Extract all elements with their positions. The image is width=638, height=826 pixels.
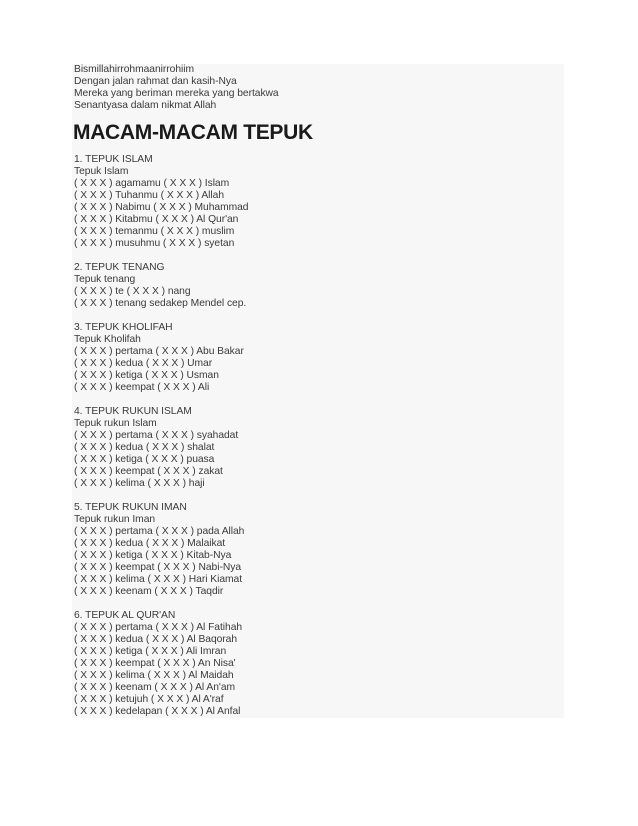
verse-line: ( X X X ) ketujuh ( X X X ) Al A'raf <box>74 694 224 705</box>
intro-line: Dengan jalan rahmat dan kasih-Nya <box>74 76 237 87</box>
verse-line: ( X X X ) pertama ( X X X ) Al Fatihah <box>74 622 243 633</box>
verse-line: ( X X X ) kelima ( X X X ) Hari Kiamat <box>74 574 243 585</box>
intro-line: Mereka yang beriman mereka yang bertakwa <box>74 88 279 99</box>
verse-line: ( X X X ) pertama ( X X X ) Abu Bakar <box>74 346 244 357</box>
verse-line: Tepuk Islam <box>74 166 129 177</box>
verse-line: ( X X X ) te ( X X X ) nang <box>74 286 191 297</box>
verse-line: Tepuk rukun Islam <box>74 418 157 429</box>
section-heading: 6. TEPUK AL QUR'AN <box>74 610 176 621</box>
section-tepuk-rukun-islam <box>72 406 564 490</box>
verse-line: ( X X X ) kelima ( X X X ) haji <box>74 478 205 489</box>
verse-line: ( X X X ) ketiga ( X X X ) Ali Imran <box>74 646 227 657</box>
section-tepuk-islam <box>72 154 564 250</box>
intro-line: Bismillahirrohmaanirrohiim <box>74 64 195 75</box>
verse-line: ( X X X ) Kitabmu ( X X X ) Al Qur'an <box>74 214 239 225</box>
verse-line: ( X X X ) tenang sedakep Mendel cep. <box>74 298 247 309</box>
document-page <box>72 64 564 718</box>
verse-line: ( X X X ) keenam ( X X X ) Taqdir <box>74 586 224 597</box>
verse-line: ( X X X ) kedua ( X X X ) Umar <box>74 358 213 369</box>
verse-line: ( X X X ) Nabimu ( X X X ) Muhammad <box>74 202 249 213</box>
verse-line: ( X X X ) ketiga ( X X X ) puasa <box>74 454 215 465</box>
verse-line: ( X X X ) keempat ( X X X ) An Nisa' <box>74 658 236 669</box>
page-title: MACAM-MACAM TEPUK <box>73 121 313 144</box>
section-tepuk-tenang <box>72 262 564 310</box>
verse-line: Tepuk rukun Iman <box>74 514 156 525</box>
verse-line: Tepuk Kholifah <box>74 334 141 345</box>
section-heading: 4. TEPUK RUKUN ISLAM <box>74 406 192 417</box>
verse-line: ( X X X ) keenam ( X X X ) Al An'am <box>74 682 236 693</box>
verse-line: ( X X X ) Tuhanmu ( X X X ) Allah <box>74 190 225 201</box>
verse-line: ( X X X ) keempat ( X X X ) Ali <box>74 382 210 393</box>
section-heading: 1. TEPUK ISLAM <box>74 154 153 165</box>
section-heading: 2. TEPUK TENANG <box>74 262 165 273</box>
verse-line: ( X X X ) kedelapan ( X X X ) Al Anfal <box>74 706 241 717</box>
verse-line: ( X X X ) ketiga ( X X X ) Kitab-Nya <box>74 550 232 561</box>
verse-line: ( X X X ) kedua ( X X X ) Malaikat <box>74 538 226 549</box>
verse-line: ( X X X ) keempat ( X X X ) Nabi-Nya <box>74 562 242 573</box>
verse-line: ( X X X ) temanmu ( X X X ) muslim <box>74 226 235 237</box>
verse-line: Tepuk tenang <box>74 274 136 285</box>
verse-line: ( X X X ) ketiga ( X X X ) Usman <box>74 370 219 381</box>
section-heading: 5. TEPUK RUKUN IMAN <box>74 502 187 513</box>
section-tepuk-al-quran <box>72 610 564 718</box>
section-heading: 3. TEPUK KHOLIFAH <box>74 322 173 333</box>
verse-line: ( X X X ) agamamu ( X X X ) Islam <box>74 178 230 189</box>
verse-line: ( X X X ) keempat ( X X X ) zakat <box>74 466 223 477</box>
verse-line: ( X X X ) kedua ( X X X ) Al Baqorah <box>74 634 238 645</box>
verse-line: ( X X X ) musuhmu ( X X X ) syetan <box>74 238 235 249</box>
section-tepuk-kholifah <box>72 322 564 394</box>
section-tepuk-rukun-iman <box>72 502 564 598</box>
intro-line: Senantyasa dalam nikmat Allah <box>74 100 217 111</box>
verse-line: ( X X X ) kelima ( X X X ) Al Maidah <box>74 670 234 681</box>
verse-line: ( X X X ) kedua ( X X X ) shalat <box>74 442 215 453</box>
verse-line: ( X X X ) pertama ( X X X ) syahadat <box>74 430 239 441</box>
verse-line: ( X X X ) pertama ( X X X ) pada Allah <box>74 526 245 537</box>
